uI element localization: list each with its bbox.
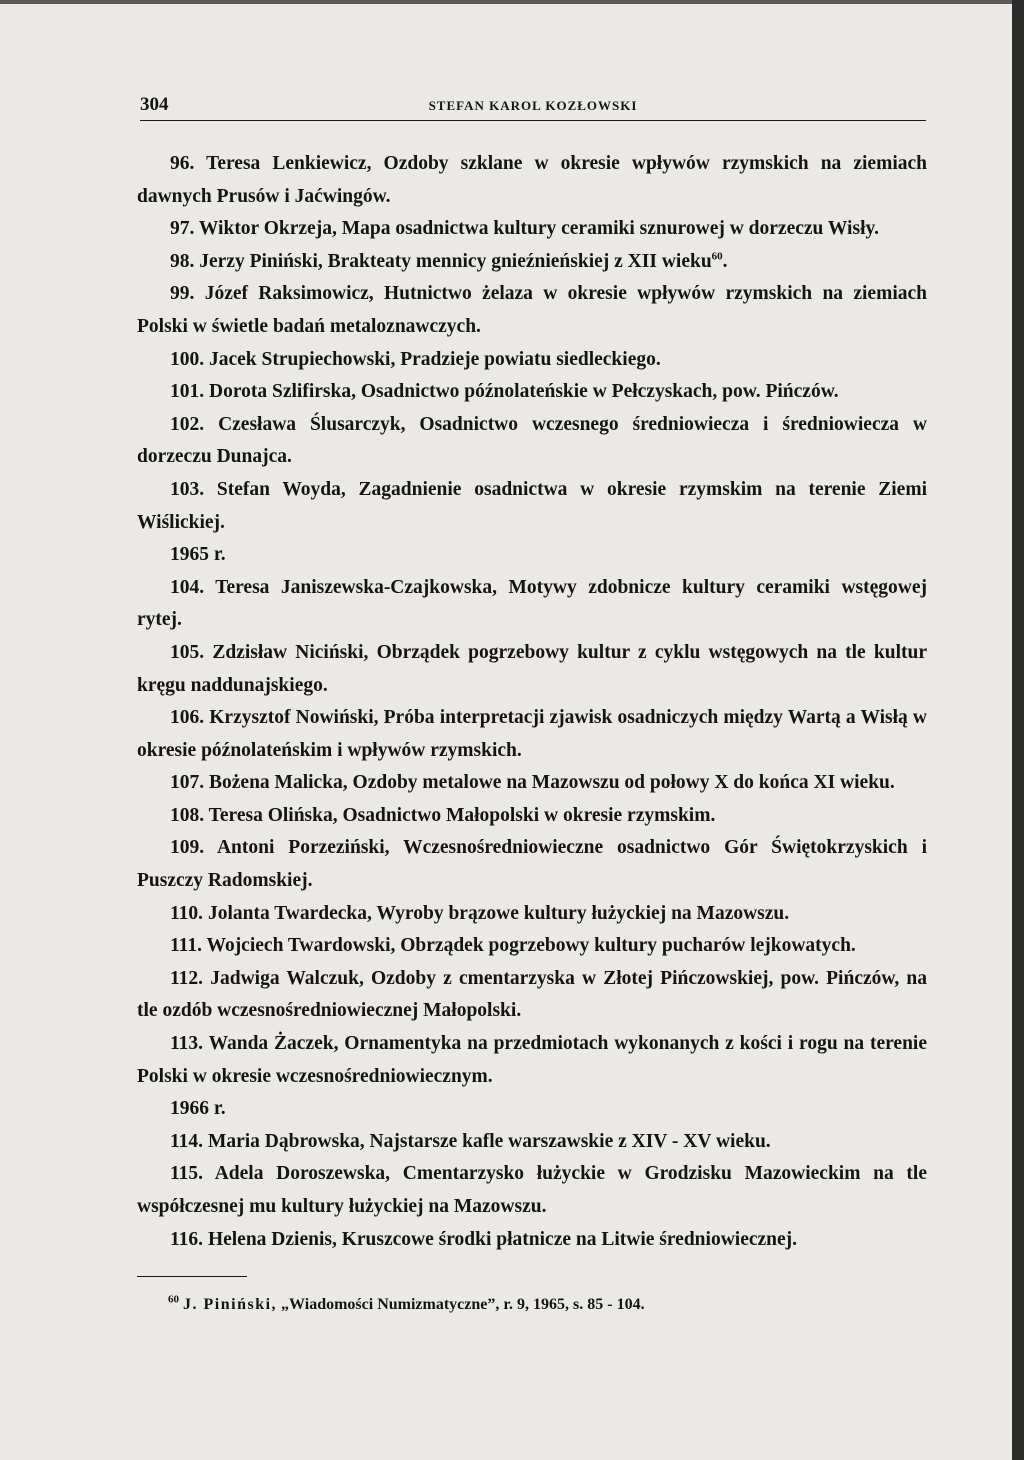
entry-text: Bożena Malicka, Ozdoby metalowe na Mazowszu od połowy X do końca XI wieku. [209,772,895,794]
entry-number: 104. [170,576,205,598]
bibliography-entry [137,963,927,1028]
entry-text: Czesława Ślusarczyk, Osadnictwo wczesnego średniowiecza i średniowiecza w dorzeczu Dunajca. [137,413,928,468]
entry-number: 105. [170,641,205,663]
scan-right-edge [1012,0,1024,1460]
entry-number: 111. [170,935,202,957]
footnote-author: J. Piniński, [183,1296,278,1313]
bibliography-entry [137,148,927,213]
entry-number: 98. [170,250,195,272]
bibliography-entry [137,409,927,474]
bibliography-entry [137,930,927,963]
entry-number: 96. [170,153,195,174]
bibliography-entry [137,474,927,539]
entry-number: 112. [170,967,204,989]
entry-text: Jadwiga Walczuk, Ozdoby z cmentarzyska w Złotej Pińczowskiej, pow. Pińczów, na tle ozdób wczesnośredniowiecznej Małopolski. [137,967,928,1022]
bibliography-entry [137,898,927,931]
entry-number: 99. [170,283,195,305]
entry-text: Jerzy Piniński, Brakteaty mennicy gnieźnieńskiej z XII wieku [199,250,712,272]
bibliography-entry [137,767,927,800]
bibliography-entry [137,800,927,833]
entry-text: Helena Dzienis, Kruszcowe środki płatnicze na Litwie średniowiecznej. [207,1228,798,1250]
entry-number: 101. [170,381,205,403]
entry-text: Maria Dąbrowska, Najstarsze kafle warszawskie z XIV - XV wieku. [207,1130,771,1152]
scan-top-edge [0,0,1012,4]
entry-number: 108. [170,804,205,826]
entry-text: Adela Doroszewska, Cmentarzysko łużyckie w Grodzisku Mazowieckim na tle współczesnej mu kultury łużyckiej na Mazowszu. [137,1163,927,1217]
bibliography-entry [137,278,927,343]
bibliography-list [137,148,927,1256]
bibliography-entry [137,832,927,897]
entry-number: 109. [170,837,205,859]
entry-text: Jacek Strupiechowski, Pradzieje powiatu siedleckiego. [209,348,661,370]
entry-number: 106. [170,707,205,729]
entry-text: Józef Raksimowicz, Hutnictwo żelaza w okresie wpływów rzymskich na ziemiach Polski w świetle badań metaloznawczych. [137,283,927,337]
bibliography-entry [137,572,927,637]
entry-text: Jolanta Twardecka, Wyroby brązowe kultury łużyckiej na Mazowszu. [207,902,790,924]
entry-text: Zdzisław Niciński, Obrządek pogrzebowy kultur z cyklu wstęgowych na tle kultur kręgu naddunajskiego. [137,641,927,696]
entry-number: 107. [170,772,205,794]
entry-text: Stefan Woyda, Zagadnienie osadnictwa w okresie rzymskim na terenie Ziemi Wiślickiej. [137,478,928,533]
entry-number: 114. [170,1130,204,1152]
footnote-text: „Wiadomości Numizmatyczne”, r. 9, 1965, s. 85 - 104. [281,1296,645,1313]
bibliography-entry [137,1126,927,1159]
bibliography-entry [137,1158,927,1223]
year-heading: 1966 r. [170,1098,226,1120]
entry-text: Krzysztof Nowiński, Próba interpretacji zjawisk osadniczych między Wartą a Wisłą w okresie późnolateńskim i wpływów rzymskich. [137,707,927,761]
footnote-marker: 60 [168,1293,179,1306]
page-header [140,94,926,121]
bibliography-entry [137,246,927,279]
entry-text: Wiktor Okrzeja, Mapa osadnictwa kultury ceramiki sznurowej w dorzeczu Wisły. [198,218,880,240]
bibliography-entry [137,376,927,409]
year-heading: 1965 r. [170,544,226,566]
footnote-reference: 60 [711,250,723,263]
entry-text: Wanda Żaczek, Ornamentyka na przedmiotach wykonanych z kości i rogu na terenie Polski w okresie wczesnośredniowiecznym. [137,1033,927,1087]
entry-number: 115. [170,1163,204,1185]
entry-number: 97. [170,218,195,240]
entry-text: Teresa Olińska, Osadnictwo Małopolski w okresie rzymskim. [208,804,716,826]
bibliography-entry [137,1028,927,1093]
entry-number: 113. [170,1033,204,1055]
entry-number: 103. [170,478,205,500]
entry-tail: . [722,250,728,272]
running-head: STEFAN KAROL KOZŁOWSKI [428,98,638,113]
footnote-separator [137,1276,247,1277]
entry-text: Teresa Janiszewska-Czajkowska, Motywy zdobnicze kultury ceramiki wstęgowej rytej. [137,576,927,631]
bibliography-entry [137,1224,927,1257]
bibliography-entry [137,213,927,246]
entry-text: Dorota Szlifirska, Osadnictwo późnolateńskie w Pełczyskach, pow. Pińczów. [209,381,839,403]
entry-text: Teresa Lenkiewicz, Ozdoby szklane w okresie wpływów rzymskich na ziemiach dawnych Prusów i Jaćwingów. [137,153,927,207]
entry-number: 102. [170,413,205,435]
bibliography-entry [137,344,927,377]
entry-number: 100. [170,348,205,370]
entry-text: Wojciech Twardowski, Obrządek pogrzebowy kultury pucharów lejkowatych. [206,935,856,957]
footnote [168,1294,928,1316]
bibliography-entry [137,702,927,767]
entry-text: Antoni Porzeziński, Wczesnośredniowieczne osadnictwo Gór Świętokrzyskich i Puszczy Radomskiej. [137,837,927,892]
entry-number: 116. [170,1228,204,1250]
entry-number: 110. [170,902,204,924]
bibliography-entry [137,637,927,702]
page-number: 304 [140,94,169,115]
